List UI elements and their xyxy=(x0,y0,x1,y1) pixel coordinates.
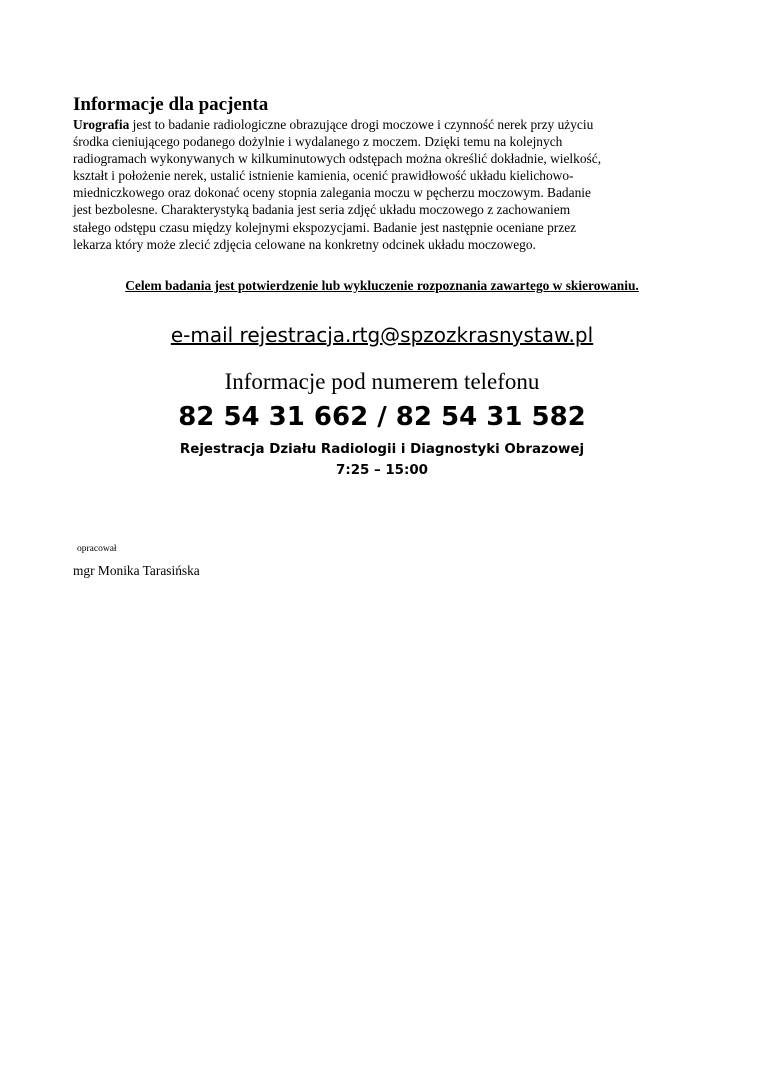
intro-line-1 xyxy=(73,116,693,133)
intro-line-2: środka cieniującego podanego dożylnie i wydalanego z moczem. Dzięki temu na kolejnych xyxy=(73,134,563,150)
phone-numbers: 82 54 31 662 / 82 54 31 582 xyxy=(178,402,586,432)
intro-line-1-text: jest to badanie radiologiczne obrazujące drogi moczowe i czynność nerek przy użyciu xyxy=(129,117,594,132)
intro-line-5: miedniczkowego oraz dokonać oceny stopnia zalegania moczu w pęcherzu moczowym. Badanie xyxy=(73,185,591,201)
opening-hours: 7:25 – 15:00 xyxy=(336,463,428,478)
document-title: Informacje dla pacjenta xyxy=(73,94,269,115)
intro-term: Urografia xyxy=(73,117,130,132)
contact-email-link[interactable]: e-mail rejestracja.rtg@spzozkrasnystaw.pl xyxy=(170,323,594,347)
contact-email[interactable] xyxy=(0,322,764,348)
phone-info-label: Informacje pod numerem telefonu xyxy=(224,369,540,394)
intro-line-6: jest bezbolesne. Charakterystyką badania jest seria zdjęć układu moczowego z zachowaniem xyxy=(73,202,571,218)
exam-goal xyxy=(0,277,764,295)
author-name: mgr Monika Tarasińska xyxy=(73,563,200,578)
intro-line-7: stałego odstępu czasu między kolejnymi ekspozycjami. Badanie jest następnie oceniane przez xyxy=(73,219,577,235)
prepared-by-label: opracował xyxy=(77,544,117,554)
intro-paragraph xyxy=(73,116,693,253)
exam-goal-text: Celem badania jest potwierdzenie lub wykluczenie rozpoznania zawartego w skierowaniu. xyxy=(125,278,639,293)
intro-line-3: radiogramach wykonywanych w kilkuminutowych odstępach można określić dokładnie, wielkość, xyxy=(73,151,602,167)
intro-line-8: lekarza który może zlecić zdjęcia celowane na konkretny odcinek układu moczowego. xyxy=(73,236,536,252)
intro-line-4: kształt i położenie nerek, ustalić istnienie kamienia, ocenić prawidłowość układu kielichowo- xyxy=(73,168,574,184)
registration-department: Rejestracja Działu Radiologii i Diagnostyki Obrazowej xyxy=(179,442,585,457)
